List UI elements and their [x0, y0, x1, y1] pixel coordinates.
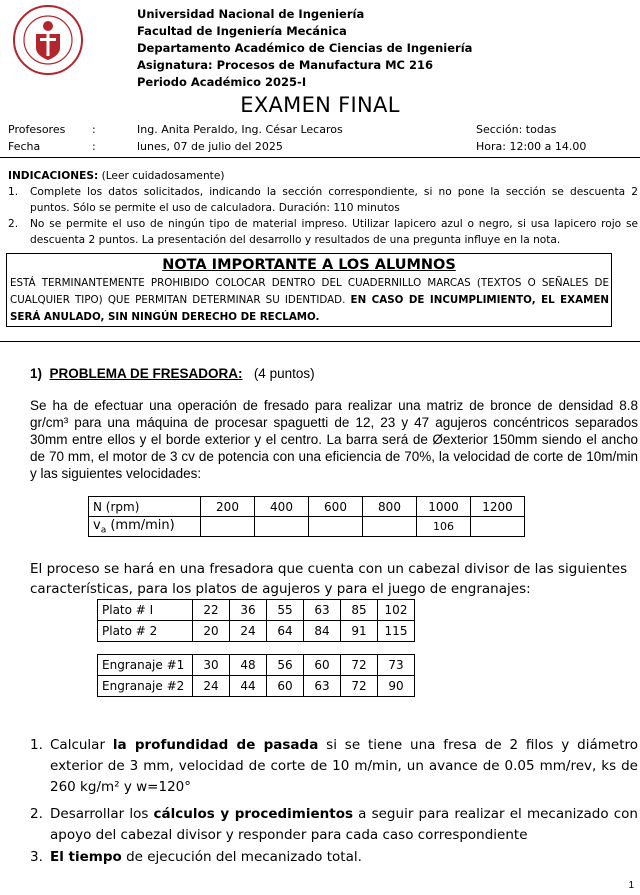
table-row: Plato # 2 20 24 64 84 91 115 [98, 621, 415, 642]
divider [0, 157, 640, 158]
subject-name: Asignatura: Procesos de Manufactura MC 216 [137, 58, 434, 72]
table-row: Engranaje #2 24 44 60 63 72 90 [98, 676, 415, 697]
header-block [137, 6, 472, 91]
plates-table [97, 599, 415, 642]
profesores-label: Profesores [8, 123, 66, 136]
indicacion-item: 2. No se permite el uso de ningún tipo de material impreso. Utilizar lapicero azul o negro, si usa lapicero rojo se descuenta 2 puntos. La presentación del desarrollo y resultados de una pregunta influye en la nota. [8, 218, 638, 246]
table-row: Plato # I 22 36 55 63 85 102 [98, 600, 415, 621]
academic-period: Periodo Académico 2025-I [137, 75, 307, 89]
table-row: Engranaje #1 30 48 56 60 72 73 [98, 655, 415, 676]
fecha-colon: : [92, 140, 96, 153]
profesores-value: Ing. Anita Peraldo, Ing. César Lecaros [137, 123, 343, 136]
table-row: $v_a$ (mm/min) 106 [89, 517, 525, 537]
profesores-colon: : [92, 123, 96, 136]
nota-heading: NOTA IMPORTANTE A LOS ALUMNOS [162, 257, 456, 273]
exam-title: EXAMEN FINAL [240, 93, 400, 117]
indicaciones-title: INDICACIONES: (Leer cuidadosamente) [8, 170, 225, 182]
fecha-value: lunes, 07 de julio del 2025 [137, 140, 283, 153]
nota-body: ESTÁ TERMINANTEMENTE PROHIBIDO COLOCAR DENTRO DEL CUADERNILLO MARCAS (TEXTOS O SEÑALES DE CUALQUIER TIPO) QUE PERMITAN DETERMINAR SU IDENTIDAD. EN CASO DE INCUMPLIMIENTO, EL EXAMEN SERÁ ANULADO, SIN NINGÚN DERECHO DE RECLAMO. [10, 277, 609, 323]
question-item: 1. Calcular la profundidad de pasada si se tiene una fresa de 2 filos y diámetro exterior de 3 mm, velocidad de corte de 10 m/min, un avance de 0.05 mm/rev, ks de 260 kg/m² y w=120° [30, 737, 638, 795]
indicacion-item: 1. Complete los datos solicitados, indicando la sección correspondiente, si no pone la sección se descuenta 2 puntos. Sólo se permite el uso de calculadora. Duración: 110 minutos [8, 186, 638, 214]
fecha-label: Fecha [8, 140, 41, 153]
problem-statement: Se ha de efectuar una operación de fresado para realizar una matriz de bronce de densidad 8.8 gr/cm³ para una máquina de procesar spaguetti de 12, 23 y 47 agujeros concéntricos separados 30mm entre ellos y el borde exterior y el centro. La barra será de Øexterior 150mm siendo el ancho de 70 mm, el motor de 3 cv de potencia con una eficiencia de 70%, la velocidad de corte de 10m/min y las siguientes velocidades: [30, 398, 638, 481]
problem-heading: 1) PROBLEMA DE FRESADORA: (4 puntos) [30, 366, 315, 381]
nota-importante-box [6, 253, 612, 327]
faculty-name: Facultad de Ingeniería Mecánica [137, 24, 347, 38]
department-name: Departamento Académico de Ciencias de Ingeniería [137, 41, 473, 55]
university-name: Universidad Nacional de Ingeniería [137, 7, 365, 21]
divider [0, 341, 640, 342]
speed-table [88, 496, 525, 537]
university-seal [12, 4, 84, 76]
gears-table [97, 654, 415, 697]
seccion: Sección: todas [476, 123, 557, 136]
hora: Hora: 12:00 a 14.00 [476, 140, 587, 153]
page-number: 1 [628, 880, 634, 891]
table-row: N (rpm) 200 400 600 800 1000 1200 [89, 497, 525, 517]
indicaciones [8, 168, 638, 248]
question-item: 2. Desarrollar los cálculos y procedimientos a seguir para realizar el mecanizado con apoyo del cabezal divisor y responder para cada caso correspondiente [30, 806, 638, 843]
problem-statement-2: El proceso se hará en una fresadora que cuenta con un cabezal divisor de las siguientes características, para los platos de agujeros y para el juego de engranajes: [30, 561, 628, 597]
question-item: 3. El tiempo de ejecución del mecanizado total. [30, 849, 362, 865]
